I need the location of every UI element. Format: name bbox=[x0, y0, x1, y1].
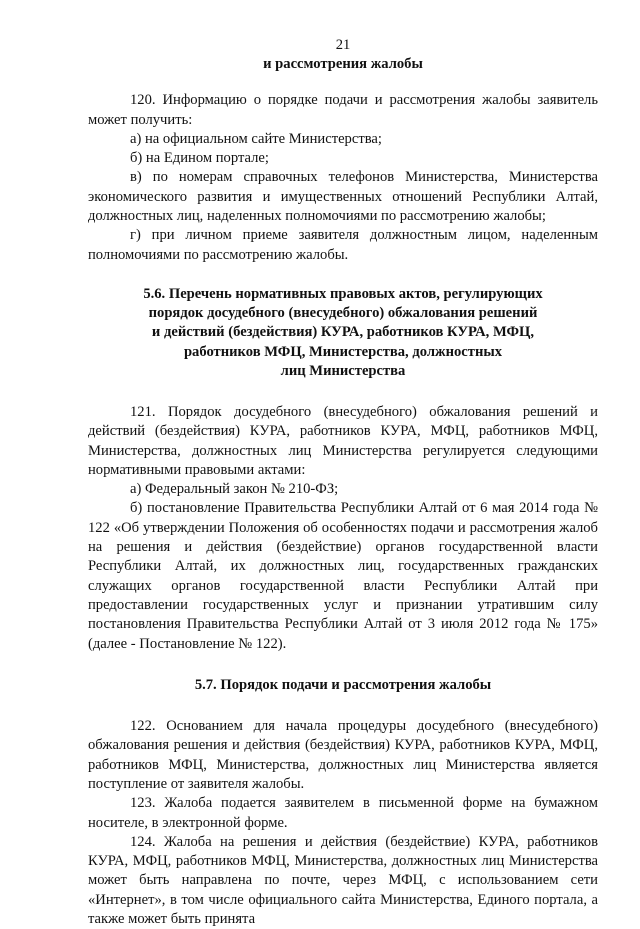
paragraph-121-item-b: б) постановление Правительства Республики Алтай от 6 мая 2014 года № 122 «Об утверждении Положения об особенностях подачи и рассмотрения жалоб на решения и действия (бездействие) органов государственной власти Республики Алтай, их должностных лиц, государственных гражданских служащих органов государственной власти Республики Алтай при предоставлении государственных услуг и признании утратившим силу постановления Правительства Республики Алтай от 3 июля 2012 года № 175» (далее - Постановление № 122). bbox=[88, 500, 598, 652]
paragraph-120-intro: 120. Информацию о порядке подачи и рассмотрения жалобы заявитель может получить: bbox=[88, 92, 598, 128]
section-5-6-line-3: и действий (бездействия) КУРА, работников КУРА, МФЦ, bbox=[151, 324, 535, 341]
section-5-6-title bbox=[88, 285, 598, 381]
section-5-6-line-1: 5.6. Перечень нормативных правовых актов, регулирующих bbox=[143, 285, 543, 302]
continued-heading: и рассмотрения жалобы bbox=[263, 56, 423, 72]
paragraph-120-item-b: б) на Едином портале; bbox=[130, 150, 269, 167]
document-page bbox=[88, 36, 598, 929]
paragraph-120-item-v: в) по номерам справочных телефонов Министерства, Министерства экономического развития и имущественных отношений Республики Алтай, должностных лиц, наделенных полномочиями по рассмотрению жалобы; bbox=[88, 169, 598, 225]
section-5-6-line-5: лиц Министерства bbox=[280, 362, 406, 379]
paragraph-123: 123. Жалоба подается заявителем в письменной форме на бумажном носителе, в электронной форме. bbox=[88, 795, 598, 831]
paragraph-120-item-a: а) на официальном сайте Министерства; bbox=[130, 130, 382, 147]
paragraph-121-item-a: а) Федеральный закон № 210-ФЗ; bbox=[130, 481, 339, 498]
paragraph-121-intro: 121. Порядок досудебного (внесудебного) обжалования решений и действий (бездействия) КУРА, работников КУРА, МФЦ, работников МФЦ, Министерства, должностных лиц Министерства регулируется следующими нормативными правовыми актами: bbox=[88, 403, 598, 478]
paragraph-124: 124. Жалоба на решения и действия (бездействие) КУРА, работников КУРА, МФЦ, работников МФЦ, Министерства, должностных лиц Министерства может быть направлена по почте, через МФЦ, с использованием сети «Интернет», в том числе официального сайта Министерства, Единого портала, а также может быть принята bbox=[88, 833, 598, 928]
section-5-6-line-2: порядок досудебного (внесудебного) обжалования решений bbox=[148, 305, 538, 322]
paragraph-120-item-g: г) при личном приеме заявителя должностным лицом, наделенным полномочиями по рассмотрению жалобы. bbox=[88, 227, 598, 263]
section-5-7-title: 5.7. Порядок подачи и рассмотрения жалобы bbox=[194, 676, 492, 693]
paragraph-122: 122. Основанием для начала процедуры досудебного (внесудебного) обжалования решения и действия (бездействия) КУРА, работников КУРА, МФЦ, работников МФЦ, Министерства, должностных лиц Министерства является поступление от заявителя жалобы. bbox=[88, 718, 598, 792]
page-number: 21 bbox=[335, 37, 351, 53]
section-5-6-line-4: работников МФЦ, Министерства, должностных bbox=[183, 343, 503, 360]
